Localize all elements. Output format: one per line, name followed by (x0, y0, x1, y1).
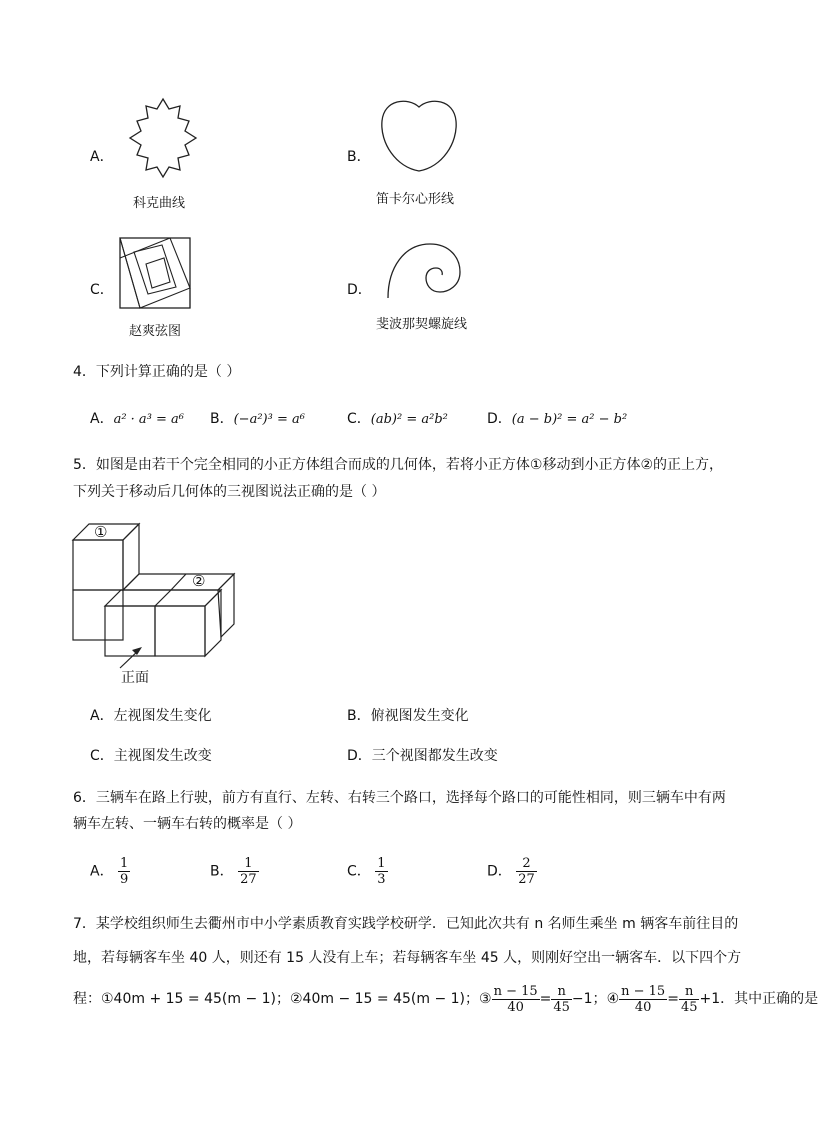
cube-1-label: ① (94, 523, 108, 541)
q7-eq4-right-den: 45 (680, 999, 698, 1015)
q4-option-d (487, 409, 627, 430)
q7-eq3-left-fraction (492, 984, 540, 1015)
q7-equation-4-mark: ④ (606, 991, 620, 1007)
question-5-stem-line1: 5．如图是由若干个完全相同的小正方体组合而成的几何体，若将小正方体①移动到小正方体②的正上方， (73, 457, 724, 473)
q6-option-b-fraction (238, 856, 259, 887)
koch-curve-caption: 科克曲线 (133, 196, 186, 211)
q6-option-b (210, 856, 259, 887)
q7-eq3-equals: = (539, 991, 552, 1007)
q4-option-b (210, 409, 305, 430)
front-face-label: 正面 (121, 670, 149, 686)
q4-option-a-expr: a² · a³ = a⁶ (113, 412, 185, 427)
q6-option-b-den: 27 (240, 872, 257, 887)
question-4-stem: 4．下列计算正确的是（ ） (73, 364, 241, 380)
q4-option-c-letter: C． (347, 411, 371, 427)
q5-option-b (347, 706, 469, 726)
q5-option-c (90, 746, 212, 766)
q7-eq4-right-num: n (679, 984, 700, 1000)
q4-option-d-expr: (a − b)² = a² − b² (511, 412, 628, 427)
q6-option-c-den: 3 (377, 872, 386, 887)
q4-option-a (90, 409, 184, 430)
q4-option-a-letter: A． (90, 411, 114, 427)
question-6-stem-line2: 辆车左转、一辆车右转的概率是（ ） (73, 816, 302, 832)
cardioid-caption: 笛卡尔心形线 (376, 192, 455, 207)
question-6-stem-line1: 6．三辆车在路上行驶，前方有直行、左转、右转三个路口，选择每个路口的可能性相同，则三辆车中有两 (73, 790, 726, 806)
q6-option-c-num: 1 (377, 856, 386, 871)
question-7-stem-line2: 地，若每辆客车坐 40 人，则还有 15 人没有上车；若每辆客车坐 45 人，则刚好空出一辆客车．以下四个方 (73, 950, 742, 966)
q7-line3-prefix: 程： (73, 991, 101, 1007)
q6-option-a (90, 856, 130, 887)
q4-option-b-expr: (−a²)³ = a⁶ (233, 412, 305, 427)
q6-option-d (487, 856, 537, 887)
cardioid-figure (378, 97, 460, 175)
q5-option-b-letter: B． (347, 708, 371, 724)
q6-option-c-fraction (375, 856, 387, 887)
q6-option-b-letter: B． (210, 863, 234, 880)
q6-option-d-letter: D． (487, 863, 512, 880)
fibonacci-spiral-figure (384, 240, 464, 300)
q7-eq3-left-den: 40 (507, 999, 524, 1015)
q6-option-c-letter: C． (347, 863, 371, 880)
q7-eq3-right-num: n (551, 984, 572, 1000)
q6-option-a-den: 9 (120, 872, 129, 887)
q7-eq3-tail: −1； (571, 991, 607, 1007)
q5-option-a-letter: A． (90, 708, 114, 724)
q6-option-c (347, 856, 388, 887)
q5-option-c-letter: C． (90, 748, 114, 764)
q7-equation-1: ①40m + 15 = 45(m − 1)； (101, 991, 290, 1007)
q4-option-c (347, 409, 448, 430)
q7-eq4-left-den: 40 (634, 999, 652, 1015)
q7-eq3-right-den: 45 (553, 999, 570, 1015)
q6-option-a-num: 1 (120, 856, 129, 871)
q5-option-d-letter: D． (347, 748, 372, 764)
q7-eq3-right-fraction (551, 984, 572, 1015)
q7-equation-3-mark: ③ (479, 991, 492, 1007)
q7-eq4-left-fraction (619, 984, 667, 1015)
koch-curve-figure (117, 96, 209, 182)
q6-option-d-fraction (516, 856, 537, 887)
q7-eq4-left-num: n − 15 (621, 983, 666, 999)
q4-option-d-letter: D． (487, 411, 512, 427)
option-b-letter: B． (347, 149, 371, 165)
q7-equation-2: ②40m − 15 = 45(m − 1)； (290, 991, 479, 1007)
zhao-shuang-caption: 赵爽弦图 (129, 324, 182, 339)
q4-option-b-letter: B． (210, 411, 234, 427)
option-a-letter: A． (90, 149, 114, 165)
q7-eq4-tail: +1．其中正确的是 (699, 991, 818, 1007)
option-c-letter: C． (90, 282, 114, 298)
q7-eq4-equals: = (667, 991, 679, 1007)
question-5-stem-line2: 下列关于移动后几何体的三视图说法正确的是（ ） (73, 484, 386, 500)
q5-option-d-text: 三个视图都发生改变 (371, 748, 498, 764)
q6-option-d-num: 2 (516, 856, 537, 872)
q6-option-b-num: 1 (238, 856, 259, 872)
cube-assembly-figure (70, 522, 240, 668)
q5-option-a (90, 706, 212, 726)
q5-option-c-text: 主视图发生改变 (113, 748, 212, 764)
q6-option-a-letter: A． (90, 863, 114, 880)
q6-option-d-den: 27 (518, 872, 535, 887)
fibonacci-spiral-caption: 斐波那契螺旋线 (376, 317, 468, 332)
q5-option-d (347, 746, 498, 766)
q4-option-c-expr: (ab)² = a²b² (370, 412, 448, 427)
question-7-equations-line (73, 979, 818, 1019)
option-d-letter: D． (347, 282, 372, 298)
zhao-shuang-figure (119, 237, 191, 309)
q7-eq3-left-num: n − 15 (493, 983, 538, 999)
q5-option-a-text: 左视图发生变化 (113, 708, 212, 724)
q6-option-a-fraction (118, 856, 130, 887)
q7-eq4-right-fraction (679, 984, 700, 1015)
q5-option-b-text: 俯视图发生变化 (370, 708, 469, 724)
cube-2-label: ② (192, 572, 206, 590)
question-7-stem-line1: 7．某学校组织师生去衢州市中小学素质教育实践学校研学．已知此次共有 n 名师生乘坐 m 辆客车前往目的 (73, 916, 739, 932)
